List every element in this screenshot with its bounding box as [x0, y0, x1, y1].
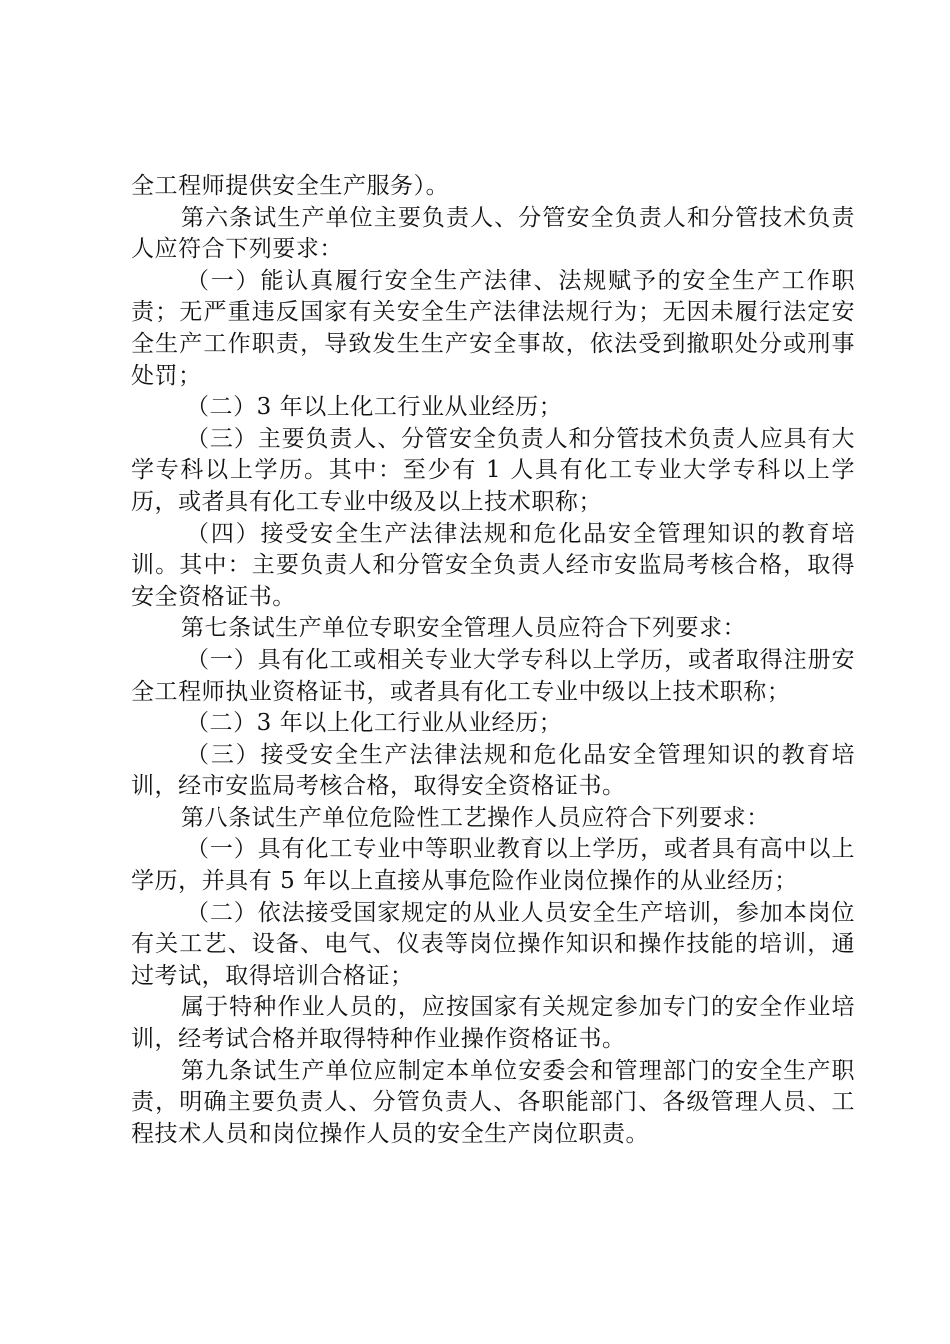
paragraph-article-6-item-4: （四）接受安全生产法律法规和危化品安全管理知识的教育培训。其中：主要负责人和分管安全负责人经市安监局考核合格，取得安全资格证书。 [131, 520, 855, 610]
paragraph-article-7: 第七条试生产单位专职安全管理人员应符合下列要求： [181, 615, 747, 642]
paragraph-article-7-item-1: （一）具有化工或相关专业大学专科以上学历，或者取得注册安全工程师执业资格证书，或者具有化工专业中级以上技术职称； [131, 646, 855, 705]
paragraph-article-8-item-1: （一）具有化工专业中等职业教育以上学历，或者具有高中以上学历，并具有 5 年以上直接从事危险作业岗位操作的从业经历； [131, 836, 855, 895]
paragraph-article-8-item-2: （二）依法接受国家规定的从业人员安全生产培训，参加本岗位有关工艺、设备、电气、仪表等岗位操作知识和操作技能的培训，通过考试，取得培训合格证； [131, 899, 855, 989]
paragraph-article-6: 第六条试生产单位主要负责人、分管安全负责人和分管技术负责人应符合下列要求： [131, 204, 855, 263]
paragraph-article-7-item-3: （三）接受安全生产法律法规和危化品安全管理知识的教育培训，经市安监局考核合格，取得安全资格证书。 [131, 741, 855, 800]
paragraph-article-7-item-2: （二）3 年以上化工行业从业经历； [186, 710, 563, 737]
document-body [131, 171, 855, 1150]
paragraph-article-6-item-2: （二）3 年以上化工行业从业经历； [186, 394, 563, 421]
paragraph-special-operators: 属于特种作业人员的，应按国家有关规定参加专门的安全作业培训，经考试合格并取得特种作业操作资格证书。 [131, 994, 855, 1053]
paragraph-article-9: 第九条试生产单位应制定本单位安委会和管理部门的安全生产职责，明确主要负责人、分管负责人、各职能部门、各级管理人员、工程技术人员和岗位操作人员的安全生产岗位职责。 [131, 1057, 855, 1147]
paragraph-article-6-item-1: （一）能认真履行安全生产法律、法规赋予的安全生产工作职责；无严重违反国家有关安全生产法律法规行为；无因未履行法定安全生产工作职责，导致发生生产安全事故，依法受到撤职处分或刑事处罚； [131, 267, 855, 389]
paragraph-continuation: 全工程师提供安全生产服务）。 [131, 173, 450, 199]
paragraph-article-8: 第八条试生产单位危险性工艺操作人员应符合下列要求： [181, 804, 770, 831]
paragraph-article-6-item-3: （三）主要负责人、分管安全负责人和分管技术负责人应具有大学专科以上学历。其中：至少有 1 人具有化工专业大学专科以上学历，或者具有化工专业中级及以上技术职称； [131, 425, 855, 515]
